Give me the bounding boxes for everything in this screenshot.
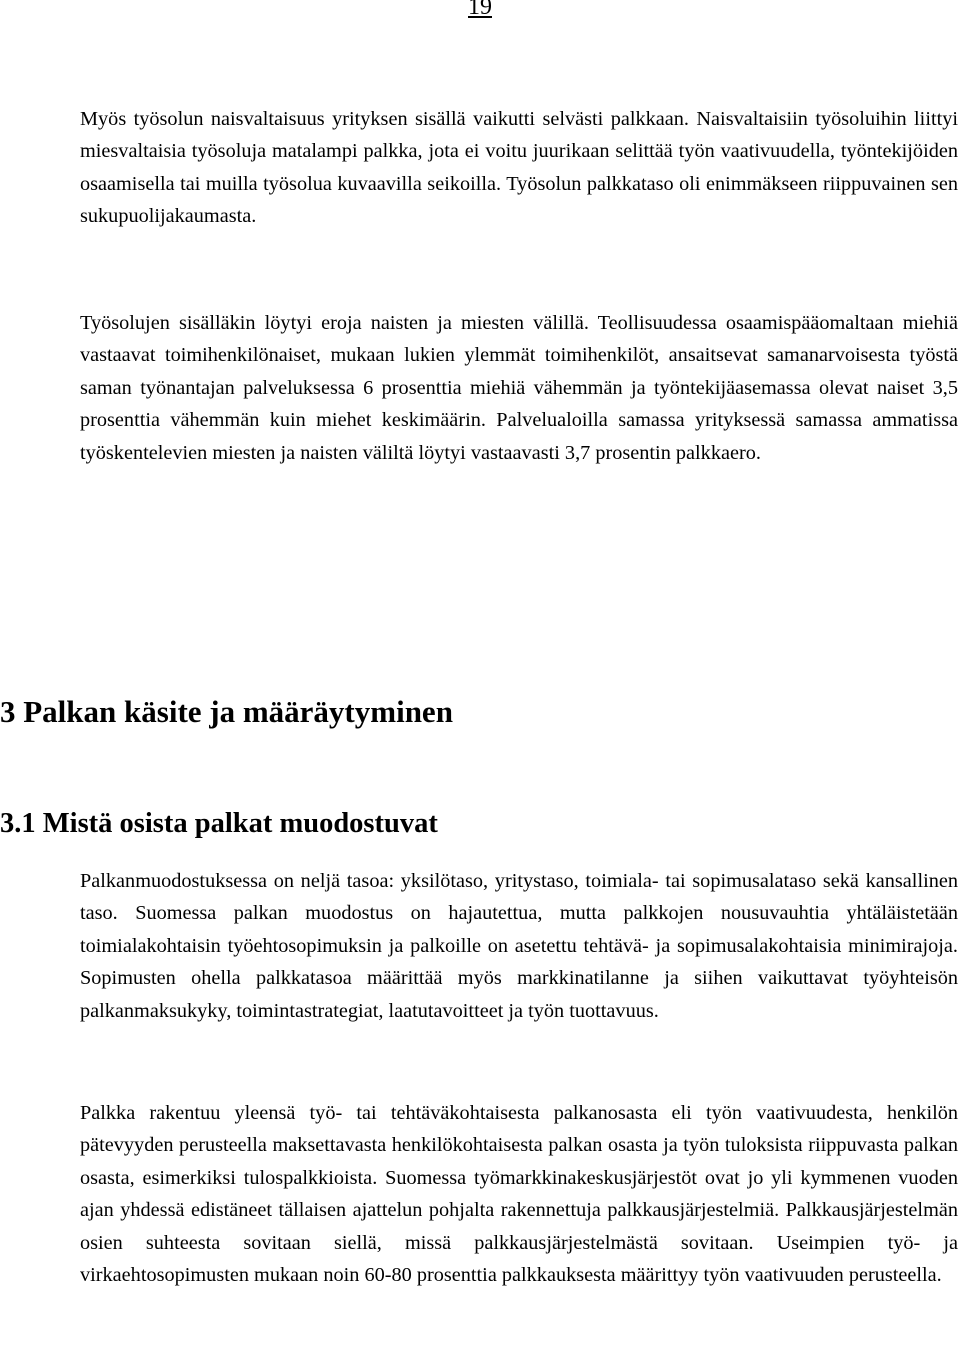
paragraph-palkanmuodostus: Palkanmuodostuksessa on neljä tasoa: yksilötaso, yritystaso, toimiala- tai sopimusalataso sekä kansallinen taso. Suomessa palkan muodostus on hajautettua, mutta palkkojen nousuvauhtia yhtäläistetään toimialakohtaisin työehtosopimuksin ja palkoille on asetettu tehtävä- ja sopimusalakohtaisia minimirajoja. Sopimusten ohella palkkatasoa määrittää myös markkinatilanne ja siihen vaikuttavat työyhteisön palkanmaksukyky, toimintastrategiat, laatutavoitteet ja työn tuottavuus. [80,870,958,1022]
paragraph-palkka-rakentuu: Palkka rakentuu yleensä työ- tai tehtäväkohtaisesta palkanosasta eli työn vaativuudesta, henkilön pätevyyden perusteella maksettavasta henkilökohtaisesta palkan osasta ja työn tuloksista riippuvasta palkan osasta, esimerkiksi tulospalkkioista. Suomessa työmarkkinakeskusjärjestöt ovat jo yli kymmenen vuoden ajan yhdessä edistäneet tällaisen ajattelun pohjalta rakennettuja palkkausjärjestelmiä. Palkkausjärjestelmän osien suhteesta sovitaan siellä, missä palkkausjärjestelmästä sovitaan. Useimpien työ- ja virkaehtosopimusten mukaan noin 60-80 prosenttia palkkauksesta määrittyy työn vaativuuden perusteella. [80,1102,958,1287]
page-number: 19 [468,0,492,20]
section-heading: 3.1 Mistä osista palkat muodostuvat [0,808,438,839]
paragraph-naisvaltaisuus: Myös työsolun naisvaltaisuus yrityksen sisällä vaikutti selvästi palkkaan. Naisvaltaisiin työsoluihin liittyi miesvaltaisia työsoluja matalampi palkka, jota ei voitu juurikaan selittää työn vaativuudella, työntekijöiden osaamisella tai muilla työsolua kuvaavilla seikoilla. Työsolun palkkataso oli enimmäkseen riippuvainen sen sukupuolijakaumasta. [80,108,958,228]
paragraph-tyosolujen-sisallakin: Työsolujen sisälläkin löytyi eroja naisten ja miesten välillä. Teollisuudessa osaamispääomaltaan miehiä vastaavat toimihenkilönaiset, mukaan lukien ylemmät toimihenkilöt, ansaitsevat samanarvoisesta työstä saman työnantajan palveluksessa 6 prosenttia miehiä vähemmän ja työntekijäasemassa olevat naiset 3,5 prosenttia vähemmän kuin miehet keskimäärin. Palvelualoilla samassa yrityksessä samassa ammatissa työskentelevien miesten ja naisten väliltä löytyi vastaavasti 3,7 prosentin palkkaero. [80,312,958,464]
chapter-heading: 3 Palkan käsite ja määräytyminen [0,694,453,729]
